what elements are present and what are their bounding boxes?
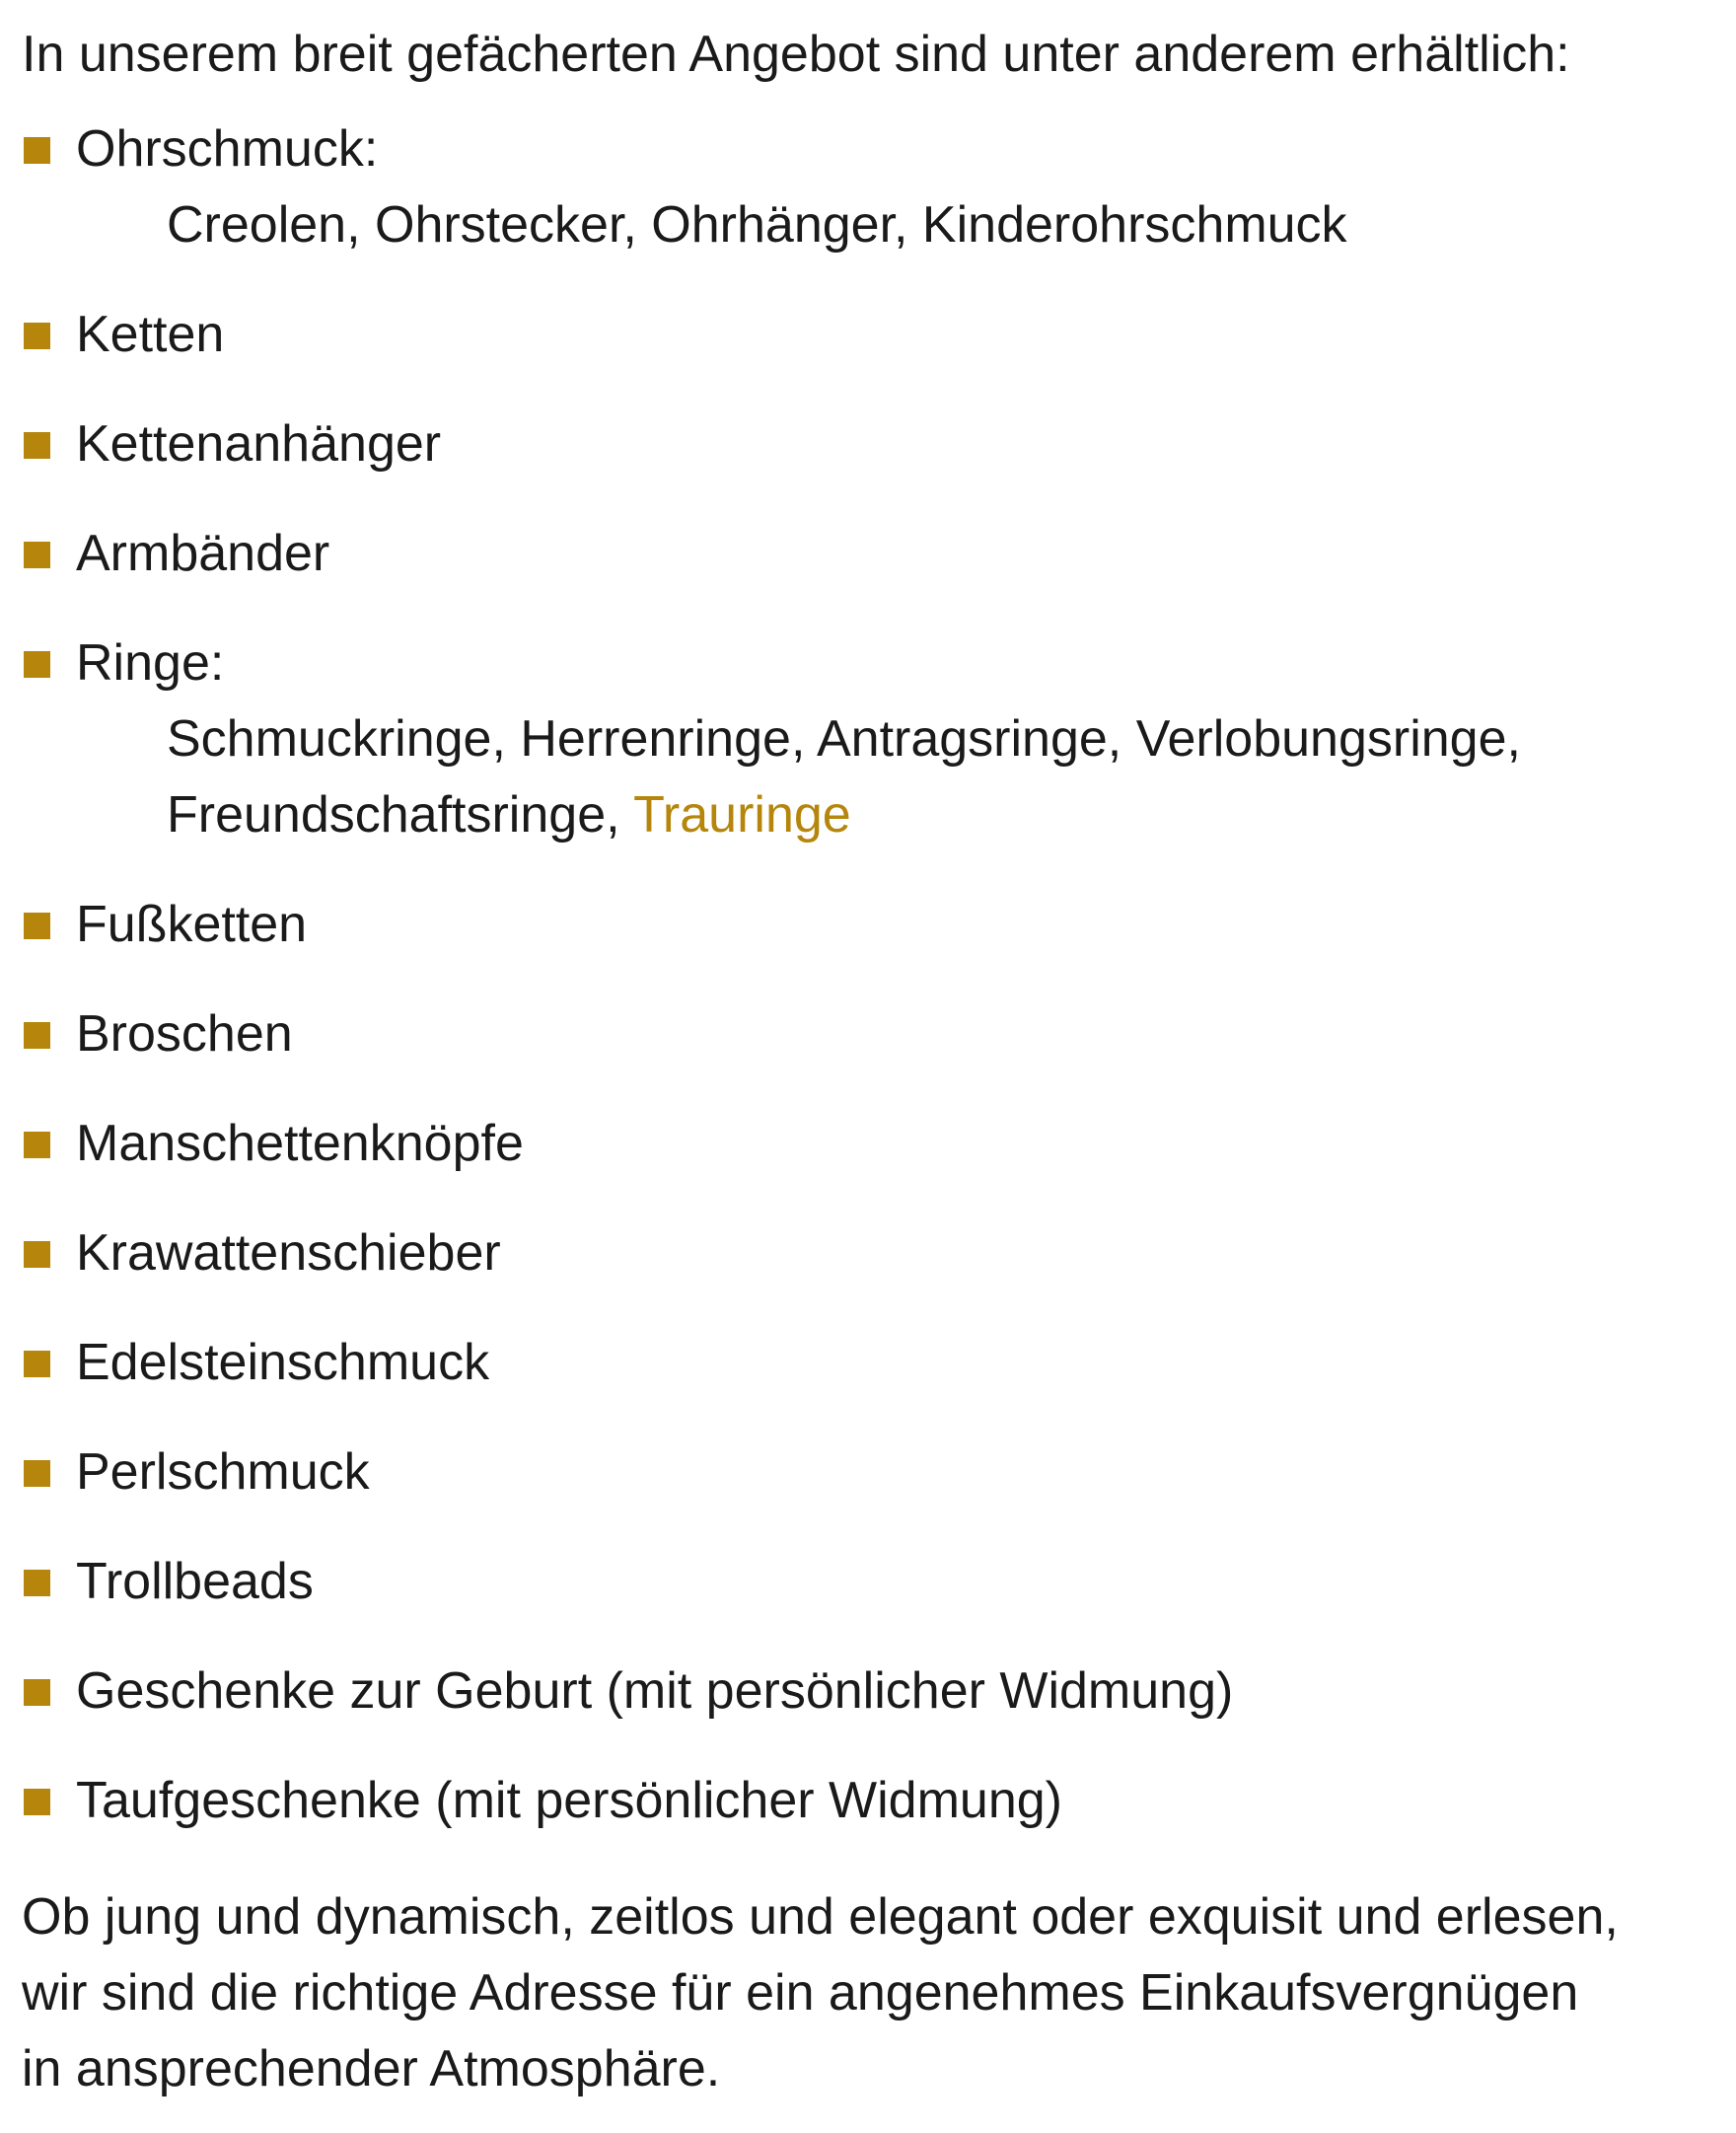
square-bullet-icon xyxy=(24,542,50,568)
list-item-perlschmuck xyxy=(22,1434,1718,1510)
list-item-label: Krawattenschieber xyxy=(76,1224,501,1282)
list-item-label: Ketten xyxy=(76,306,225,363)
list-item-sublist: Creolen, Ohrstecker, Ohrhänger, Kinderohrschmuck xyxy=(167,196,1347,254)
list-item-kettenanhaenger xyxy=(22,406,1718,482)
list-item-trollbeads xyxy=(22,1544,1718,1620)
list-item-taufgeschenke xyxy=(22,1763,1718,1839)
outro-line: wir sind die richtige Adresse für ein angenehmes Einkaufsvergnügen xyxy=(22,1964,1579,2022)
square-bullet-icon xyxy=(24,1460,50,1487)
list-item-ohrschmuck xyxy=(22,111,1718,263)
square-bullet-icon xyxy=(24,1022,50,1049)
list-item-label: Ringe: xyxy=(76,634,225,692)
list-item-sublist: Schmuckringe, Herrenringe, Antragsringe, Verlobungsringe, xyxy=(167,710,1521,768)
list-item-fussketten xyxy=(22,887,1718,963)
list-item-label: Broschen xyxy=(76,1005,293,1063)
list-item-edelsteinschmuck xyxy=(22,1325,1718,1401)
list-item-armbaender xyxy=(22,516,1718,592)
square-bullet-icon xyxy=(24,1132,50,1158)
square-bullet-icon xyxy=(24,651,50,678)
outro-line: Ob jung und dynamisch, zeitlos und elegant oder exquisit und erlesen, xyxy=(22,1888,1619,1946)
square-bullet-icon xyxy=(24,137,50,164)
product-overview xyxy=(22,0,1718,2107)
square-bullet-icon xyxy=(24,1789,50,1815)
square-bullet-icon xyxy=(24,1570,50,1596)
list-item-sublist xyxy=(76,777,1718,853)
product-list xyxy=(22,111,1718,1839)
square-bullet-icon xyxy=(24,913,50,939)
list-item-ringe xyxy=(22,625,1718,853)
list-item-label: Ohrschmuck: xyxy=(76,120,379,178)
sublist-text: Freundschaftsringe, xyxy=(167,786,634,844)
list-item-geschenke-geburt xyxy=(22,1654,1718,1729)
square-bullet-icon xyxy=(24,323,50,349)
list-item-manschettenknoepfe xyxy=(22,1106,1718,1182)
outro-paragraph xyxy=(22,1879,1718,2107)
square-bullet-icon xyxy=(24,432,50,459)
outro-line: in ansprechender Atmosphäre. xyxy=(22,2040,721,2097)
list-item-ketten xyxy=(22,297,1718,373)
list-item-label: Armbänder xyxy=(76,525,330,582)
square-bullet-icon xyxy=(24,1679,50,1706)
list-item-label: Perlschmuck xyxy=(76,1443,370,1501)
square-bullet-icon xyxy=(24,1241,50,1268)
list-item-label: Fußketten xyxy=(76,896,308,953)
intro-text: In unserem breit gefächerten Angebot sind unter anderem erhältlich: xyxy=(22,26,1570,83)
list-item-label: Kettenanhänger xyxy=(76,415,442,473)
list-item-broschen xyxy=(22,996,1718,1072)
list-item-label: Edelsteinschmuck xyxy=(76,1334,490,1391)
square-bullet-icon xyxy=(24,1351,50,1377)
list-item-label: Trollbeads xyxy=(76,1553,314,1610)
list-item-label: Geschenke zur Geburt (mit persönlicher Widmung) xyxy=(76,1662,1234,1720)
trauringe-link[interactable]: Trauringe xyxy=(633,786,851,844)
list-item-label: Taufgeschenke (mit persönlicher Widmung) xyxy=(76,1772,1062,1829)
list-item-label: Manschettenknöpfe xyxy=(76,1115,524,1172)
list-item-krawattenschieber xyxy=(22,1215,1718,1291)
